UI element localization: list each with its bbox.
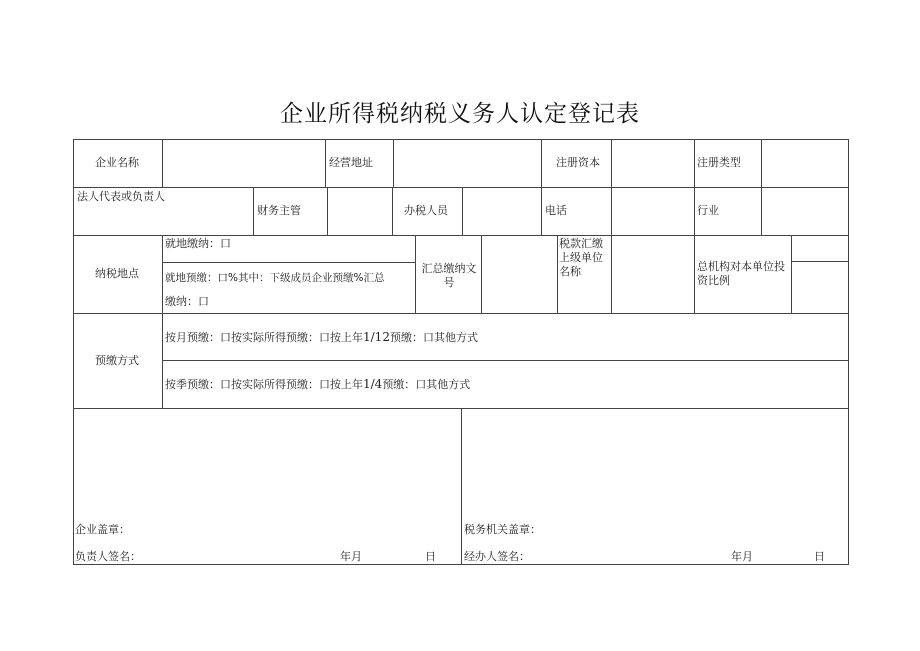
column-divider: [393, 139, 394, 187]
column-divider: [694, 235, 695, 313]
column-divider: [415, 235, 416, 313]
hq-ratio-label: 总机构对本单位投资比例: [697, 260, 785, 287]
local-prepay-option[interactable]: 就地预缴：口%其中：下级成员企业预缴%汇总: [165, 272, 385, 284]
column-divider: [461, 408, 462, 564]
row-divider: [73, 187, 849, 188]
company-name-label: 企业名称: [95, 156, 139, 169]
type-field[interactable]: [765, 156, 845, 170]
column-divider: [694, 187, 695, 235]
company-date-year-month: 年月: [340, 550, 362, 563]
monthly-prepay-text: 按月预缴：口按实际所得预缴：口按上年: [165, 331, 363, 344]
legal-rep-label: 法人代表或负责人: [77, 190, 165, 203]
tax-location-label: 纳税地点: [95, 267, 139, 280]
column-divider: [611, 139, 612, 187]
company-name-field[interactable]: [166, 156, 321, 170]
column-divider: [611, 235, 612, 313]
monthly-fraction: 1/12: [363, 330, 390, 344]
border-bottom: [73, 564, 849, 565]
capital-field[interactable]: [615, 156, 690, 170]
column-divider: [162, 313, 163, 408]
column-divider: [327, 187, 328, 235]
quarterly-prepay-suffix: 预缴：口其他方式: [382, 378, 471, 391]
phone-label: 电话: [545, 204, 567, 217]
column-divider: [481, 235, 482, 313]
address-field[interactable]: [397, 156, 537, 170]
column-divider: [611, 187, 612, 235]
monthly-prepay-suffix: 预缴：口其他方式: [389, 331, 478, 344]
summary-pay-option[interactable]: 缴纳：口: [165, 295, 209, 308]
column-divider: [541, 139, 542, 187]
industry-field[interactable]: [765, 204, 845, 218]
tax-date-day: 日: [814, 550, 825, 563]
tax-office-seal-label: 税务机关盖章：: [464, 523, 541, 536]
type-label: 注册类型: [697, 156, 741, 169]
quarterly-prepay-options[interactable]: [165, 377, 470, 392]
column-divider: [392, 187, 393, 235]
tax-handler-signer-label: 经办人签名：: [464, 550, 530, 563]
column-divider: [541, 187, 542, 235]
column-divider: [557, 235, 558, 313]
form-title: 企业所得税纳税义务人认定登记表: [280, 101, 640, 127]
address-label: 经营地址: [329, 156, 373, 169]
local-pay-option[interactable]: 就地缴纳：口: [165, 237, 231, 250]
hq-ratio-field[interactable]: [795, 267, 845, 281]
company-date-day: 日: [425, 550, 436, 563]
row-divider: [162, 262, 415, 263]
tax-staff-field[interactable]: [466, 204, 537, 218]
column-divider: [162, 235, 163, 313]
monthly-prepay-options[interactable]: [165, 330, 478, 345]
column-divider: [325, 139, 326, 187]
column-divider: [462, 187, 463, 235]
column-divider: [253, 187, 254, 235]
summary-doc-label: 汇总缴纳文号: [421, 262, 477, 289]
row-divider: [73, 235, 849, 236]
border-top: [73, 139, 849, 140]
row-divider: [73, 313, 849, 314]
quarterly-prepay-text: 按季预缴：口按实际所得预缴：口按上年: [165, 378, 363, 391]
tax-staff-label: 办税人员: [404, 204, 448, 217]
industry-label: 行业: [697, 204, 719, 217]
company-signer-label: 负责人签名：: [75, 550, 141, 563]
column-divider: [694, 139, 695, 187]
column-divider: [761, 139, 762, 187]
finance-field[interactable]: [331, 204, 388, 218]
row-divider: [791, 261, 849, 262]
border-right: [848, 139, 849, 564]
finance-label: 财务主管: [257, 204, 301, 217]
capital-label: 注册资本: [556, 156, 600, 169]
border-left: [73, 139, 74, 564]
superior-unit-field[interactable]: [615, 267, 690, 281]
quarterly-fraction: 1/4: [363, 377, 383, 391]
prepay-method-label: 预缴方式: [95, 354, 139, 367]
tax-date-year-month: 年月: [731, 550, 753, 563]
phone-field[interactable]: [615, 204, 690, 218]
column-divider: [791, 235, 792, 313]
summary-doc-field[interactable]: [485, 267, 553, 281]
row-divider: [162, 360, 849, 361]
legal-rep-field[interactable]: [166, 204, 249, 218]
column-divider: [162, 139, 163, 187]
superior-unit-label: 税款汇缴上级单位名称: [559, 237, 603, 278]
company-seal-label: 企业盖章：: [75, 523, 130, 536]
column-divider: [761, 187, 762, 235]
